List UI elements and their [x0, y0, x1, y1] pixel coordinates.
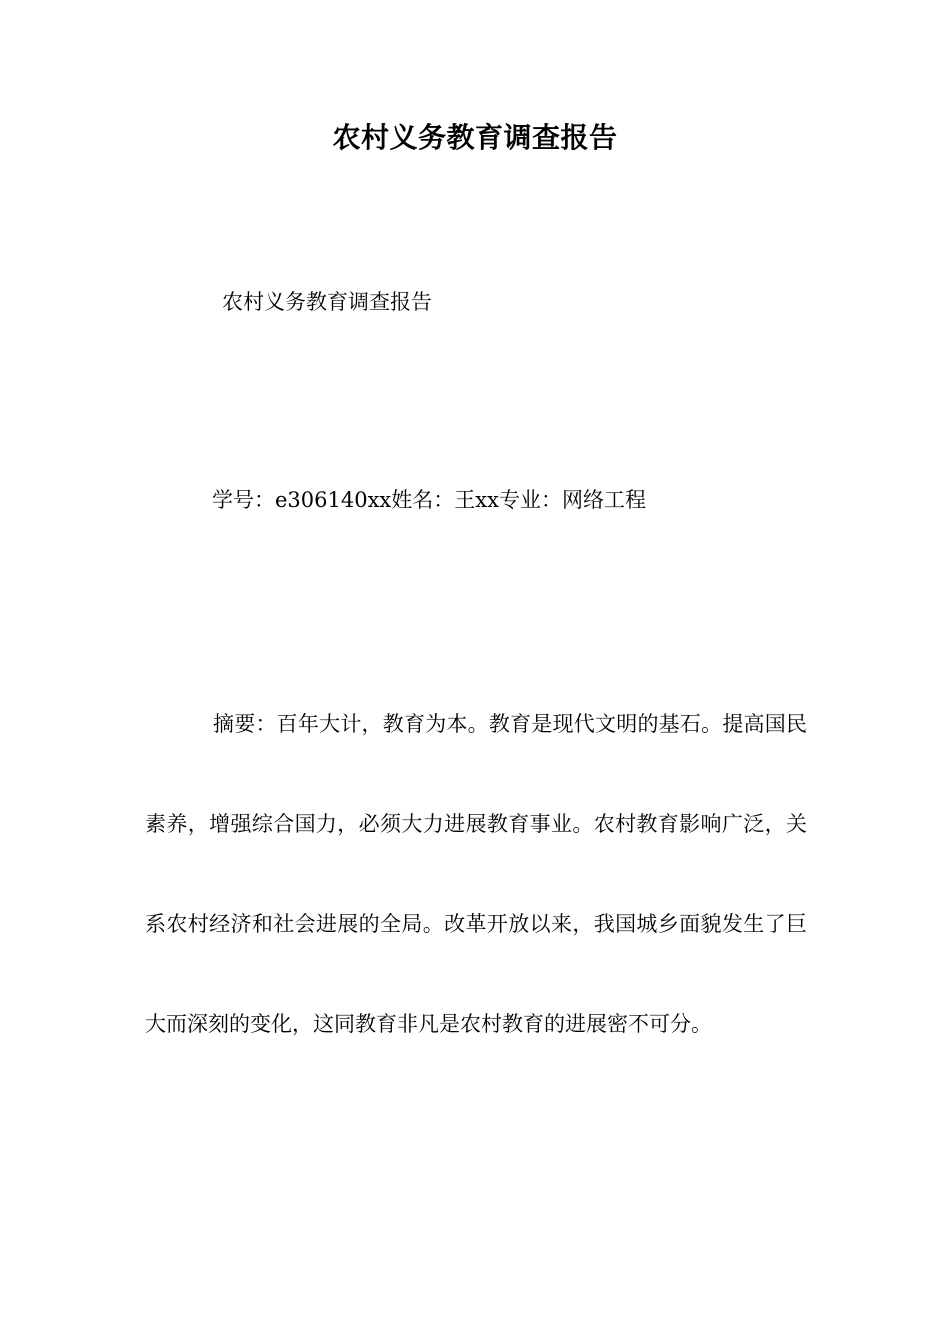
- abstract-paragraph: 摘要：百年大计，教育为本。教育是现代文明的基石。提高国民素养，增强综合国力，必须大力进展教育事业。农村教育影响广泛，关系农村经济和社会进展的全局。改革开放以来，我国城乡面貌发生了巨大而深刻的变化，这同教育非凡是农村教育的进展密不可分。: [145, 712, 807, 1036]
- document-title: 农村义务教育调查报告: [332, 121, 618, 154]
- student-info-line: 学号：e306140xx姓名：王xx专业：网络工程: [212, 488, 646, 512]
- document-subtitle: 农村义务教育调查报告: [222, 290, 432, 314]
